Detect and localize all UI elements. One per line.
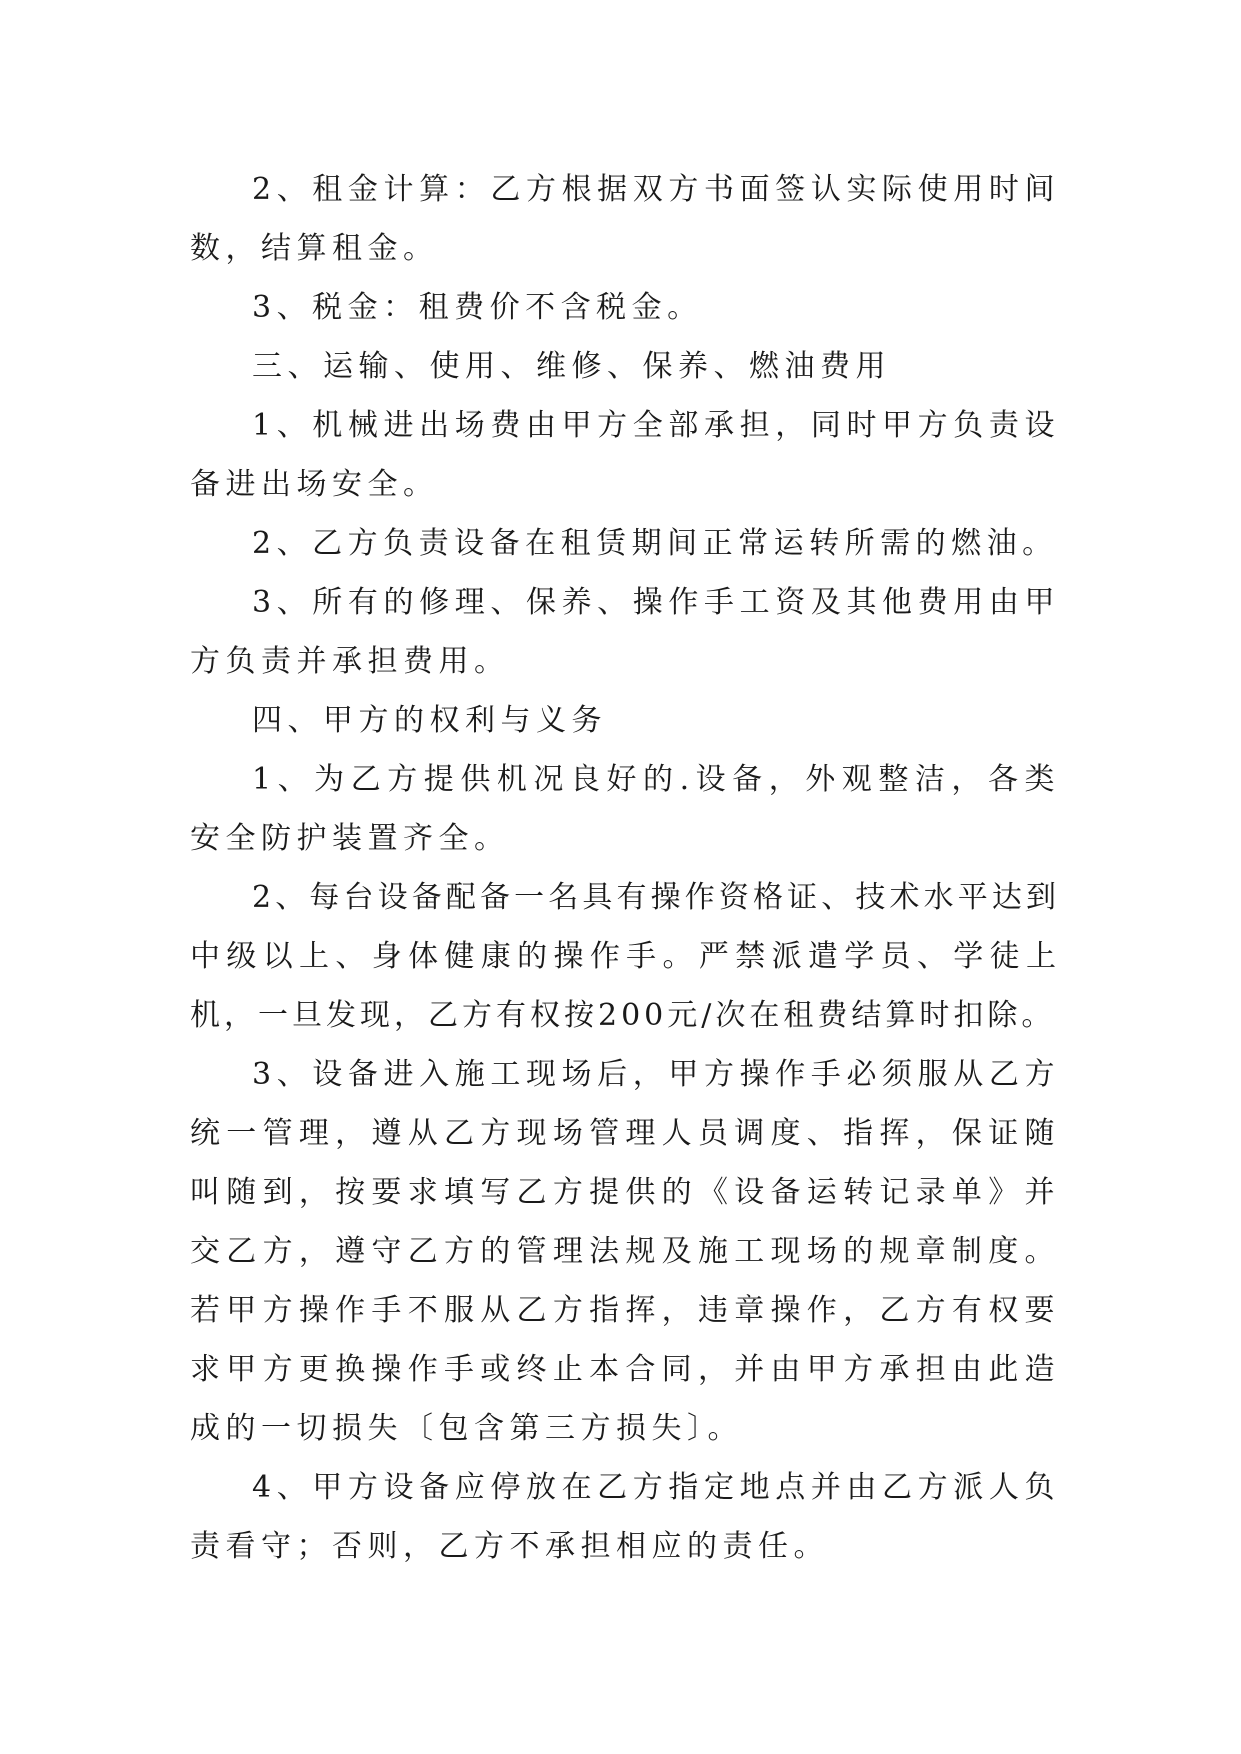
paragraph-rent-calculation: 2、租金计算：乙方根据双方书面签认实际使用时间数，结算租金。 — [190, 172, 1060, 266]
document-body — [190, 160, 1060, 1576]
paragraph-entry-exit-fees: 1、机械进出场费由甲方全部承担，同时甲方负责设备进出场安全。 — [190, 408, 1060, 502]
paragraph-repair-costs: 3、所有的修理、保养、操作手工资及其他费用由甲方负责并承担费用。 — [190, 585, 1060, 679]
section-heading-party-a-rights: 四、甲方的权利与义务 — [252, 703, 607, 738]
paragraph-fuel: 2、乙方负责设备在租赁期间正常运转所需的燃油。 — [252, 526, 1058, 561]
paragraph-equipment-condition: 1、为乙方提供机况良好的.设备，外观整洁，各类安全防护装置齐全。 — [190, 762, 1060, 856]
paragraph-site-management: 3、设备进入施工现场后，甲方操作手必须服从乙方统一管理，遵从乙方现场管理人员调度、指挥，保证随叫随到，按要求填写乙方提供的《设备运转记录单》并交乙方，遵守乙方的管理法规及施工现场的规章制度。若甲方操作手不服从乙方指挥，违章操作，乙方有权要求甲方更换操作手或终止本合同，并由甲方承担由此造成的一切损失〔包含第三方损失〕。 — [190, 1057, 1060, 1446]
paragraph-equipment-parking: 4、甲方设备应停放在乙方指定地点并由乙方派人负责看守；否则，乙方不承担相应的责任。 — [190, 1470, 1060, 1564]
paragraph-tax: 3、税金：租费价不含税金。 — [252, 290, 703, 325]
paragraph-operator-qualification: 2、每台设备配备一名具有操作资格证、技术水平达到中级以上、身体健康的操作手。严禁派遣学员、学徒上机，一旦发现，乙方有权按200元/次在租费结算时扣除。 — [190, 880, 1060, 1033]
section-heading-transport-costs: 三、运输、使用、维修、保养、燃油费用 — [252, 349, 891, 384]
